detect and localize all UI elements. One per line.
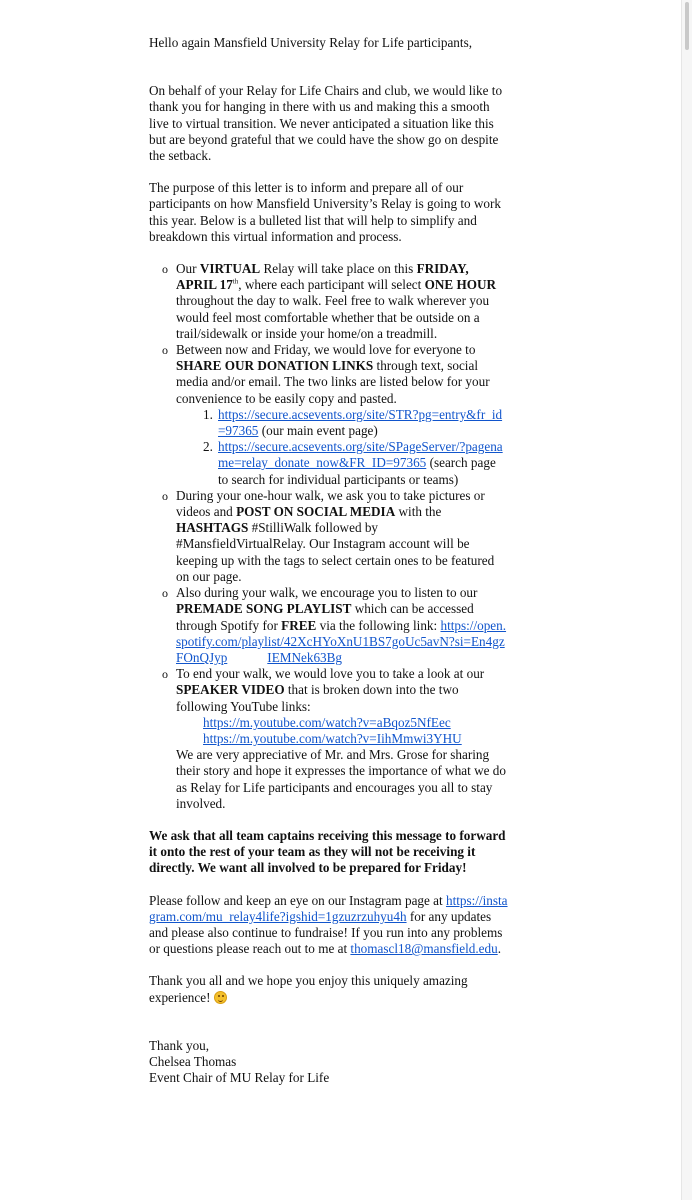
signature-title: Event Chair of MU Relay for Life [149,1070,330,1086]
bullet-marker: o [162,488,168,503]
list-item: o To end your walk, we would love you to take a look at our SPEAKER VIDEO that is broken down into the two following YouTube links: https://m.youtube.com/watch?v=aBqoz5NfEec https://m.youtube.com/watch?v=IihMmwi3YHU We are very appreciative of Mr. and Mrs. Grose for sharing their story and hope it expresses the importance of what we do as Relay for Life participants and encourages you all to stay involved. [162,666,506,811]
team-captains-notice: We ask that all team captains receiving this message to forward it onto the rest of your team as they will not be receiving it directly. We want all involved to be prepared for Friday! [149,827,506,876]
youtube-link-1[interactable]: https://m.youtube.com/watch?v=aBqoz5NfEec [203,714,451,730]
greeting: Hello again Mansfield University Relay for Life participants, [149,35,472,50]
letter-body [149,35,509,1086]
closing-paragraph: Thank you all and we hope you enjoy this uniquely amazing experience! [149,973,468,1005]
smiling-face-icon [214,991,227,1004]
list-item: o Also during your walk, we encourage you to listen to our PREMADE SONG PLAYLIST which can be accessed through Spotify for FREE via the following link: https://open.spotify.com/playlist/42XcHYoXnU1BS7goUc5avN?si=En4gzFOnQJyp IEMNek63Bg [162,585,507,665]
bullet-marker: o [162,262,168,277]
list-item: o Between now and Friday, we would love for everyone to SHARE OUR DONATION LINKS through text, social media and/or email. The two links are listed below for your convenience to be easily copy and pasted. 1. https://secure.acsevents.org/site/STR?pg=entry&fr_id=97365 (our main event page) 2. https://secure.acsevents.org/site/SPageServer/?pagename=relay_donate_now&FR_ID=97365 (search page to search for individual participants or teams) [149,342,509,488]
signature-name: Chelsea Thomas [149,1053,237,1069]
youtube-link-2[interactable]: https://m.youtube.com/watch?v=IihMmwi3YHU [203,730,462,746]
instagram-link[interactable]: https://instagram.com/mu_relay4life?igshid=1gzuzrzuhyu4h [149,892,508,924]
signature-sign-off: Thank you, [149,1037,210,1053]
donate-search-link[interactable]: https://secure.acsevents.org/site/SPageServer/?pagename=relay_donate_now&FR_ID=97365 [218,439,503,471]
scrollbar[interactable] [681,0,692,1200]
list-item: o During your one-hour walk, we ask you to take pictures or videos and POST ON SOCIAL MEDIA with the HASHTAGS #StilliWalk followed by #MansfieldVirtualRelay. Our Instagram account will be keeping up with the tags to select certain ones to be featured on our page. [162,487,495,584]
list-item: o Our VIRTUAL Relay will take place on this FRIDAY, APRIL 17th, where each participant will select ONE HOUR throughout the day to walk. Feel free to walk wherever you would feel most comfortable whether that be outside on a trail/sidewalk or inside your home/on a treadmill. [162,261,497,341]
email-link[interactable]: thomascl18@mansfield.edu [350,941,498,957]
donation-links-list [176,407,509,488]
bullet-marker: o [162,343,168,358]
follow-paragraph: Please follow and keep an eye on our Instagram page at https://instagram.com/mu_relay4life?igshid=1gzuzrzuhyu4h for any updates and please also continue to fundraise! If you run into any problems or questions please reach out to me at thomascl18@mansfield.edu. [149,892,508,957]
donation-link-item: 1. https://secure.acsevents.org/site/STR?pg=entry&fr_id=97365 (our main event page) [203,406,503,439]
purpose-paragraph: The purpose of this letter is to inform and prepare all of our participants on how Mansfield University’s Relay is going to work this year. Below is a bulleted list that will help to simplify and breakdown this virtual information and process. [149,180,501,244]
donation-link-item: 2. https://secure.acsevents.org/site/SPageServer/?pagename=relay_donate_now&FR_ID=97365 (search page to search for individual participants or teams) [203,439,503,487]
main-event-link[interactable]: https://secure.acsevents.org/site/STR?pg=entry&fr_id=97365 [218,406,503,439]
intro-paragraph: On behalf of your Relay for Life Chairs and club, we would like to thank you for hanging in there with us and making this a smooth live to virtual transition. We never anticipated a situation like this but are beyond grateful that we could have the show go on despite the setback. [149,83,503,164]
bullet-marker: o [162,586,168,601]
bullet-marker: o [162,667,168,682]
bulleted-list [149,261,509,812]
spotify-playlist-link[interactable]: https://open.spotify.com/playlist/42XcHYoXnU1BS7goUc5avN?si=En4gzFOnQJyp IEMNek63Bg [176,617,507,665]
speaker-video-note: We are very appreciative of Mr. and Mrs. Grose for sharing their story and hope it expresses the importance of what we do as Relay for Life participants and encourages you all to stay involved. [176,747,506,811]
scrollbar-thumb[interactable] [685,2,689,50]
